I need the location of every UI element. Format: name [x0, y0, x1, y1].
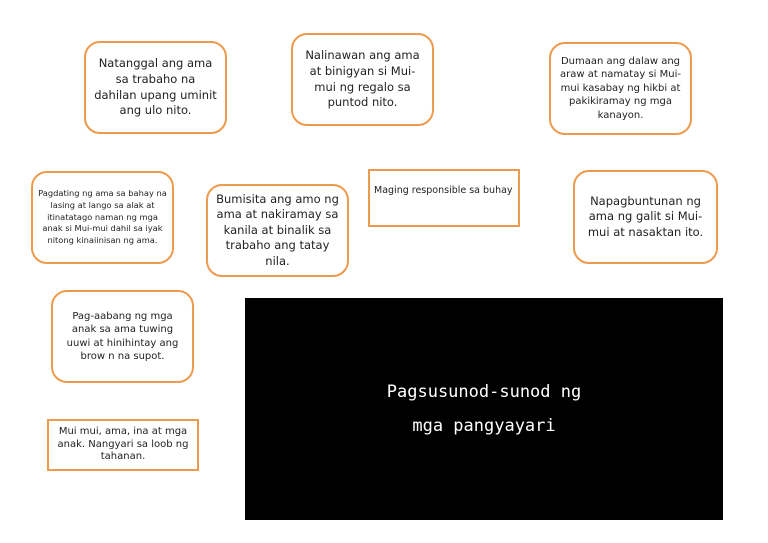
event-card-father-anger: [573, 170, 718, 264]
lesson-text: Maging responsible sa buhay: [374, 185, 513, 196]
event-card-drunk-father: [31, 171, 174, 264]
title-line-2: mga pangyayari: [412, 416, 556, 436]
event-card-text: Bumisita ang amo ng ama at nakiramay sa kanila at binalik sa trabaho ang tatay nila.: [216, 191, 339, 268]
event-card-boss-visit: [206, 184, 349, 277]
event-card-text: Natanggal ang ama sa trabaho na dahilan upang uminit ang ulo nito.: [94, 56, 217, 118]
event-card-gift-at-grave: [291, 33, 434, 126]
characters-setting-text: Mui mui, ama, ina at mga anak. Nangyari sa loob ng tahanan.: [57, 426, 189, 463]
event-card-text: Nalinawan ang ama at binigyan si Mui- mui ng regalo sa puntod nito.: [305, 48, 420, 110]
event-card-text: Napagbuntunan ng ama ng galit si Mui-mui at nasaktan ito.: [587, 193, 704, 239]
event-card-waiting-father: [51, 290, 194, 383]
event-card-death: [549, 42, 692, 135]
lesson-box: [368, 169, 520, 227]
characters-setting-box: [47, 419, 199, 471]
event-card-text: Dumaan ang dalaw ang araw at namatay si Mui-mui kasabay ng hikbi at pakikiramay ng mga kanayon.: [560, 55, 681, 121]
event-card-job-loss: [84, 41, 227, 134]
event-card-text: Pagdating ng ama sa bahay na lasing at lango sa alak at itinatatago naman ng mga anak si Mui-mui dahil sa iyak nitong kinaiinisan ng ama.: [38, 188, 167, 245]
title-line-1: Pagsusunod-sunod ng: [386, 382, 582, 402]
event-card-text: Pag-aabang ng mga anak sa ama tuwing uuwi at hinihintay ang brow n na supot.: [66, 310, 179, 362]
title-panel: [245, 298, 723, 520]
